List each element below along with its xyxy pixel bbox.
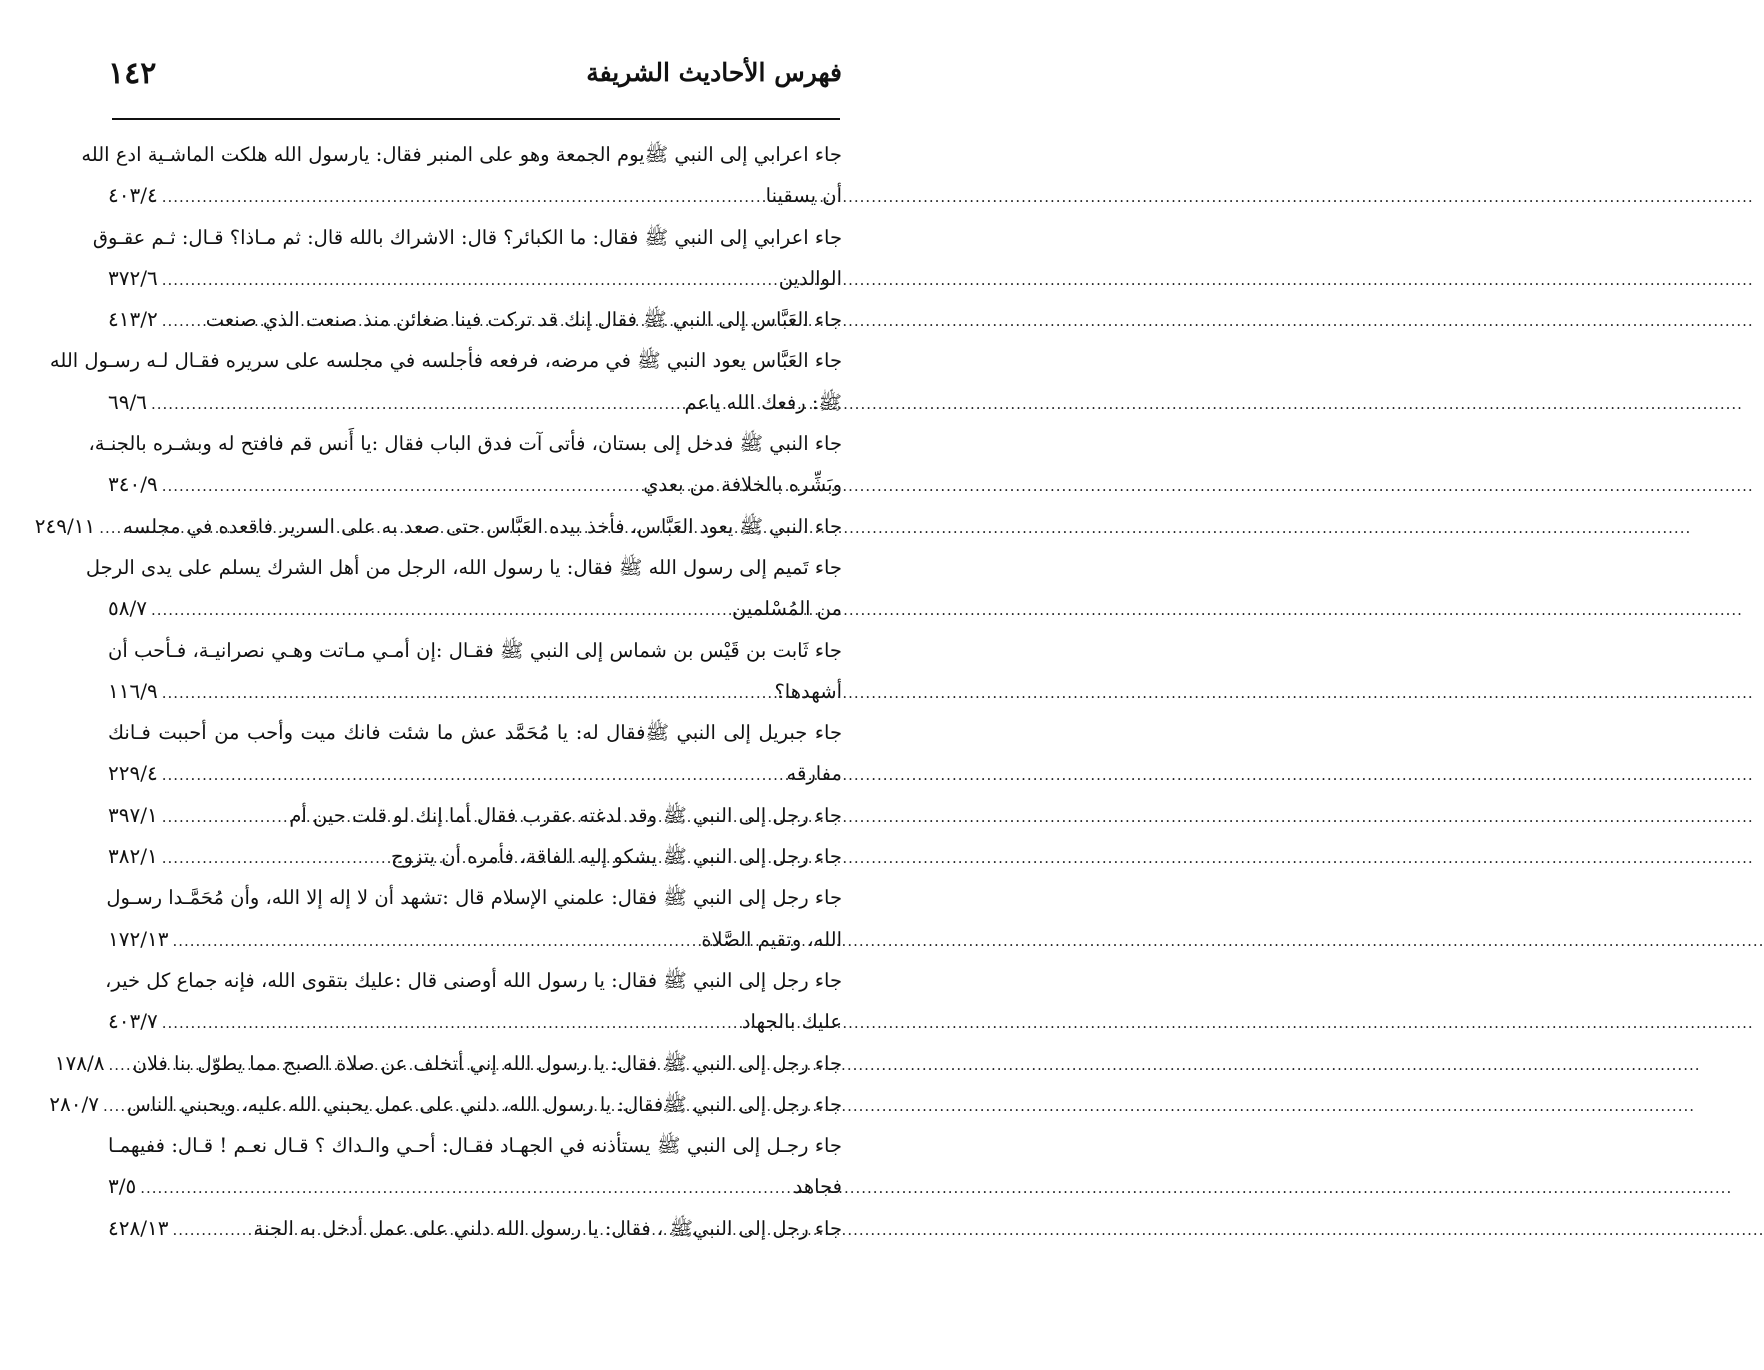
entry-last-line bbox=[108, 464, 842, 505]
entry-text: جاء رجل إلى النبيﷺ ، فقال: يا رسول الله دلني على عمل أدخل به الجنة bbox=[253, 1216, 842, 1240]
entry-text: الله، وتقيم الصَّلاة bbox=[701, 927, 842, 951]
index-entry bbox=[54, 1043, 842, 1084]
entry-text: جاء اعرابي إلى النبي ﷺيوم الجمعة وهو على المنبر فقال: يارسول الله هلكت الماشـية ادع الله bbox=[81, 143, 842, 166]
entry-text: جاء العَبَّاس يعود النبي ﷺ في مرضه، فرفعه فأجلسه في مجلسه على سريره فقـال لـه رسـول الله bbox=[49, 349, 842, 373]
volume-page-reference: ١١٦/٩ bbox=[108, 678, 158, 703]
page-number: ١٤٢ bbox=[108, 56, 157, 91]
entry-last-line bbox=[108, 588, 842, 629]
volume-page-reference: ٢٢٩/٤ bbox=[108, 761, 158, 786]
entry-text: جاء العَبَّاس إلى النبي ﷺ فقال إنك قد تركت فينا ضغائن منذ صنعت الذي صنعت bbox=[205, 308, 842, 332]
index-entry bbox=[88, 423, 842, 506]
index-entry bbox=[108, 1125, 842, 1208]
volume-page-reference: ٢٨٠/٧ bbox=[49, 1091, 100, 1116]
volume-page-reference: ٦٩/٦ bbox=[108, 389, 147, 414]
entry-last-line bbox=[54, 1043, 842, 1084]
entry-line bbox=[105, 960, 842, 1001]
entry-text: جاء النبي ﷺ فدخل إلى بستان، فأتى آت فدق الباب فقال :يا أَنس قم فافتح له وبشـره بالجنـة، bbox=[88, 432, 842, 456]
entry-text: الوالدين bbox=[778, 266, 842, 290]
entry-last-line bbox=[108, 382, 842, 423]
entry-line bbox=[108, 630, 842, 671]
entry-last-line bbox=[108, 919, 842, 960]
entry-text: من المُسْلمين bbox=[732, 597, 842, 621]
entry-last-line bbox=[108, 1208, 842, 1249]
index-entry bbox=[108, 299, 842, 340]
volume-page-reference: ٣٧٢/٦ bbox=[108, 265, 158, 290]
entry-last-line bbox=[108, 1001, 842, 1042]
entry-last-line bbox=[108, 1166, 842, 1207]
entry-text: جاء جبريل إلى النبي ﷺفقال له: يا مُحَمَّد عش ما شئت فانك ميت وأحب من أحببت فـانك bbox=[108, 721, 842, 745]
entry-text: ﷺ: رفعك الله ياعم bbox=[684, 390, 842, 414]
entry-text: جاء رجل إلى النبي ﷺ فقال: علمني الإسلام قال :تشهد أن لا إله إلا الله، وأن مُحَمَّـدا رسـول bbox=[106, 886, 842, 910]
volume-page-reference: ٤٠٣/٧ bbox=[108, 1009, 158, 1034]
dot-leader bbox=[162, 260, 775, 301]
volume-page-reference: ٢٤٩/١١ bbox=[34, 513, 96, 538]
page-title: فهرس الأحاديث الشريفة bbox=[586, 58, 842, 87]
index-entry bbox=[85, 547, 842, 630]
entry-text: جاء النبي ﷺ يعود العَبَّاس، فأخذ بيده العَبَّاس حتى صعد به على السرير فاقعده في مجلسه bbox=[123, 514, 842, 538]
entry-line bbox=[81, 134, 842, 175]
volume-page-reference: ٣٩٧/١ bbox=[108, 802, 158, 827]
index-entry bbox=[108, 1208, 842, 1249]
dot-leader bbox=[140, 1168, 789, 1209]
entry-line bbox=[108, 877, 842, 918]
volume-page-reference: ٣٨٢/١ bbox=[108, 844, 158, 869]
entry-line bbox=[88, 423, 842, 464]
dot-leader bbox=[151, 590, 728, 631]
entry-text: وبَشِّره بالخلافة من بعدي bbox=[643, 473, 842, 497]
entry-text: جاء رجل إلى النبي ﷺ فقال: يا رسول الله إني أتخلف عن صلاة الصبح مما يطوّل بنا فلان bbox=[132, 1051, 842, 1075]
index-entry bbox=[81, 134, 842, 217]
dot-leader bbox=[109, 1045, 129, 1086]
page-header bbox=[108, 52, 842, 102]
entry-last-line bbox=[108, 753, 842, 794]
dot-leader bbox=[172, 1210, 249, 1251]
entry-text: فجاهد bbox=[793, 1175, 842, 1199]
volume-page-reference: ٤١٣/٢ bbox=[108, 307, 158, 332]
index-entry bbox=[108, 795, 842, 836]
entry-line bbox=[92, 217, 842, 258]
dot-leader bbox=[162, 1003, 738, 1044]
volume-page-reference: ٥٨/٧ bbox=[108, 596, 147, 621]
entry-last-line bbox=[108, 836, 842, 877]
volume-page-reference: ١٧٢/١٣ bbox=[108, 926, 169, 951]
entry-line bbox=[85, 547, 842, 588]
entry-last-line bbox=[108, 175, 842, 216]
index-entry bbox=[105, 960, 842, 1043]
entry-last-line bbox=[108, 795, 842, 836]
volume-page-reference: ٤٠٣/٤ bbox=[108, 183, 158, 208]
index-entry bbox=[49, 340, 842, 423]
index-entry bbox=[108, 836, 842, 877]
entry-last-line bbox=[49, 1084, 842, 1125]
entry-text: جاء اعرابي إلى النبي ﷺ فقال: ما الكبائر؟ قال: الاشراك بالله قال: ثم مـاذا؟ قـال: ثـم عقـوق bbox=[92, 225, 842, 249]
entry-text: جاء رجل إلى النبي ﷺفقال: يا رسول الله، دلني على عمل يحبني الله عليه، ويحبني الناس bbox=[127, 1092, 842, 1116]
dot-leader bbox=[162, 673, 771, 714]
entry-text: جاء تَميم إلى رسول الله ﷺ فقال: يا رسول الله، الرجل من أهل الشرك يسلم على يدى الرجل bbox=[85, 555, 842, 579]
index-entry bbox=[108, 712, 842, 795]
entry-text: أن يسقينا bbox=[765, 184, 842, 208]
index-entry bbox=[34, 506, 842, 547]
dot-leader bbox=[99, 508, 119, 549]
hadith-index-list bbox=[34, 134, 842, 1249]
header-divider bbox=[112, 118, 840, 120]
entry-last-line bbox=[108, 299, 842, 340]
dot-leader bbox=[162, 301, 202, 342]
entry-text: جاء رجـل إلى النبي ﷺ يستأذنه في الجهـاد فقـال: أحـي والـداك ؟ قـال نعـم ! قـال: ففيهمـا bbox=[108, 1134, 842, 1158]
volume-page-reference: ٤٢٨/١٣ bbox=[108, 1215, 169, 1240]
entry-text: جاء رجل إلى النبي ﷺ فقال: يا رسول الله أوصنى قال :عليك بتقوى الله، فإنه جماع كل خير، bbox=[105, 968, 842, 992]
dot-leader bbox=[103, 1086, 123, 1127]
entry-text: عليك بالجهاد bbox=[741, 1010, 842, 1034]
dot-leader bbox=[162, 797, 286, 838]
dot-leader bbox=[162, 466, 640, 507]
entry-text: جاء رجل إلى النبي ﷺ يشكو إليه الفاقة، فأمره أن يتزوج bbox=[390, 845, 842, 869]
entry-text: مفارقه bbox=[786, 762, 842, 786]
entry-line bbox=[108, 712, 842, 753]
entry-last-line bbox=[34, 506, 842, 547]
dot-leader bbox=[162, 838, 387, 879]
entry-last-line bbox=[108, 258, 842, 299]
entry-text: أشهدها؟ bbox=[774, 679, 842, 703]
entry-last-line bbox=[108, 671, 842, 712]
entry-text: جاء ثَابت بن قَيْس بن شماس إلى النبي ﷺ فقـال :إن أمـي مـاتت وهـي نصرانيـة، فـأحب أن bbox=[108, 638, 842, 662]
entry-text: جاء رجل إلى النبي ﷺ وقد لدغته عقرب فقال أما إنك لو قلت حين أم bbox=[289, 803, 842, 827]
dot-leader bbox=[162, 755, 783, 796]
volume-page-reference: ٣/٥ bbox=[108, 1174, 137, 1199]
entry-line bbox=[49, 340, 842, 381]
volume-page-reference: ١٧٨/٨ bbox=[54, 1050, 105, 1075]
index-entry bbox=[49, 1084, 842, 1125]
volume-page-reference: ٣٤٠/٩ bbox=[108, 472, 158, 497]
dot-leader bbox=[151, 384, 680, 425]
dot-leader bbox=[162, 177, 762, 218]
index-entry bbox=[108, 630, 842, 713]
index-entry bbox=[108, 877, 842, 960]
dot-leader bbox=[172, 921, 697, 962]
entry-line bbox=[108, 1125, 842, 1166]
index-entry bbox=[92, 217, 842, 300]
